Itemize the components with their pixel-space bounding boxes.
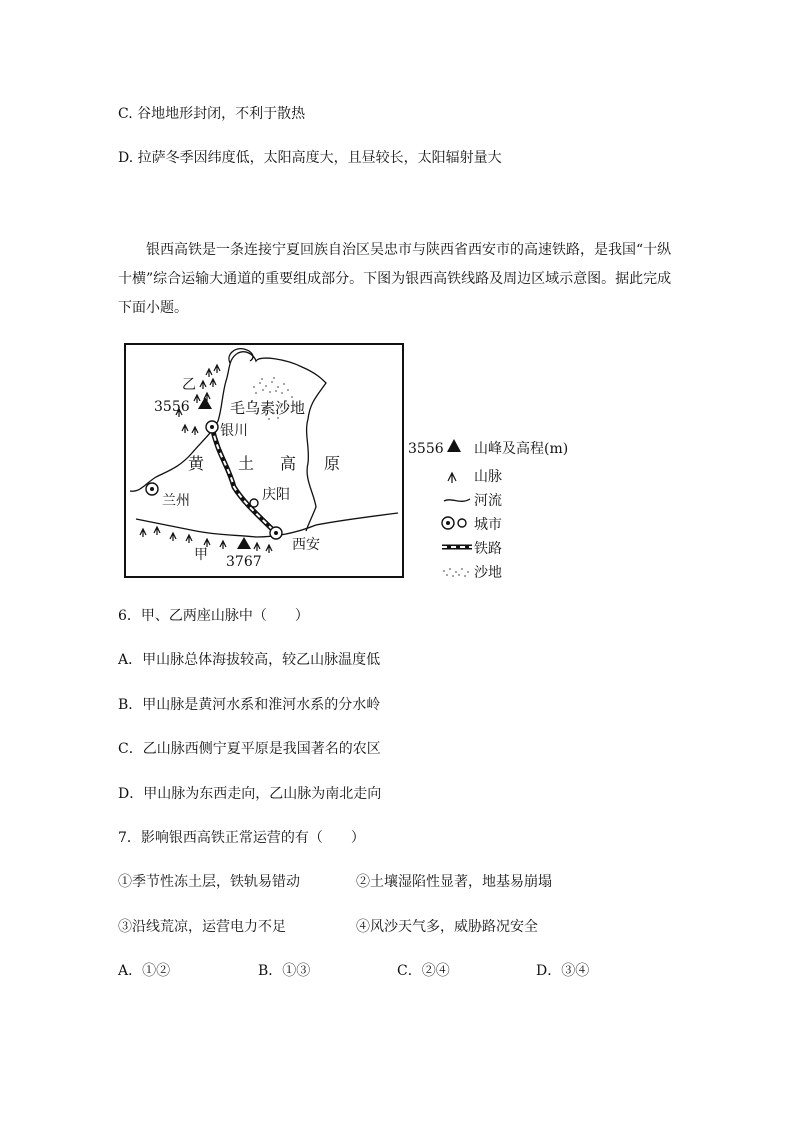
q6-option-b: B．甲山脉是黄河水系和淮河水系的分水岭 <box>118 697 381 713</box>
river-loop-top <box>229 349 253 363</box>
legend-sand-label: 沙地 <box>474 565 502 581</box>
city-qingyang-icon <box>250 499 258 507</box>
q6-option-a: A．甲山脉总体海拔较高，较乙山脉温度低 <box>118 652 381 668</box>
q6-stem: 6．甲、乙两座山脉中（ ） <box>118 608 309 624</box>
yellow-river <box>130 352 326 531</box>
legend-peak-value: 3556 <box>408 441 444 457</box>
legend-railway-label: 铁路 <box>474 541 502 557</box>
label-jia: 甲 <box>194 547 208 563</box>
prev-option-c: C. 谷地地形封闭，不利于散热 <box>118 106 306 122</box>
city-xian-icon <box>270 527 282 539</box>
q7-option-b: B．①③ <box>258 963 311 979</box>
label-xian: 西安 <box>292 537 320 553</box>
legend-river-icon <box>444 499 470 501</box>
label-plateau-3: 高 <box>280 454 297 473</box>
q7-statement-1: ①季节性冻土层，铁轨易错动 <box>118 874 300 890</box>
q7-statement-2: ②土壤湿陷性显著，地基易崩塌 <box>356 874 552 890</box>
region-map <box>126 345 402 576</box>
city-yinchuan-icon <box>206 421 218 433</box>
legend-city-icon <box>442 517 466 529</box>
prev-option-d: D. 拉萨冬季因纬度低，太阳高度大，且昼较长，太阳辐射量大 <box>118 150 502 166</box>
legend-mountain-icon <box>448 473 456 483</box>
peak-jia-icon <box>237 537 251 549</box>
label-peak-3767: 3767 <box>226 554 262 570</box>
q6-option-d: D．甲山脉为东西走向，乙山脉为南北走向 <box>118 786 382 802</box>
label-plateau-1: 黄 <box>188 454 205 473</box>
q7-stem: 7．影响银西高铁正常运营的有（ ） <box>118 830 365 846</box>
label-lanzhou: 兰州 <box>162 493 190 509</box>
legend-peak-label: 山峰及高程(m) <box>474 441 569 457</box>
q7-option-a: A．①② <box>118 963 171 979</box>
railway-line <box>212 427 274 531</box>
label-yi: 乙 <box>182 377 196 393</box>
label-qingyang: 庆阳 <box>262 487 290 503</box>
label-plateau-2: 土 <box>238 454 255 473</box>
label-yinchuan: 银川 <box>220 423 248 439</box>
q7-statement-4: ④风沙天气多，威胁路况安全 <box>356 919 538 935</box>
map-legend <box>408 435 608 585</box>
city-lanzhou-icon <box>146 483 158 495</box>
legend-mountain-label: 山脉 <box>474 469 502 485</box>
q6-option-c: C．乙山脉西侧宁夏平原是我国著名的农区 <box>118 741 381 757</box>
label-desert: 毛乌素沙地 <box>230 399 306 417</box>
map-figure <box>124 343 404 578</box>
legend-river-label: 河流 <box>474 493 502 509</box>
q7-option-d: D．③④ <box>536 963 590 979</box>
legend-peak-icon <box>447 439 461 452</box>
label-peak-3556: 3556 <box>154 399 190 415</box>
q7-statement-3: ③沿线荒凉，运营电力不足 <box>118 919 286 935</box>
passage: 银西高铁是一条连接宁夏回族自治区吴忠市与陕西省西安市的高速铁路，是我国“十纵十横”综合运输大通道的重要组成部分。下图为银西高铁线路及周边区域示意图。据此完成下面小题。 <box>118 242 672 316</box>
q7-option-c: C．②④ <box>397 963 450 979</box>
legend-city-label: 城市 <box>474 517 502 533</box>
label-plateau-4: 原 <box>324 454 341 473</box>
legend-sand-icon <box>443 568 469 577</box>
